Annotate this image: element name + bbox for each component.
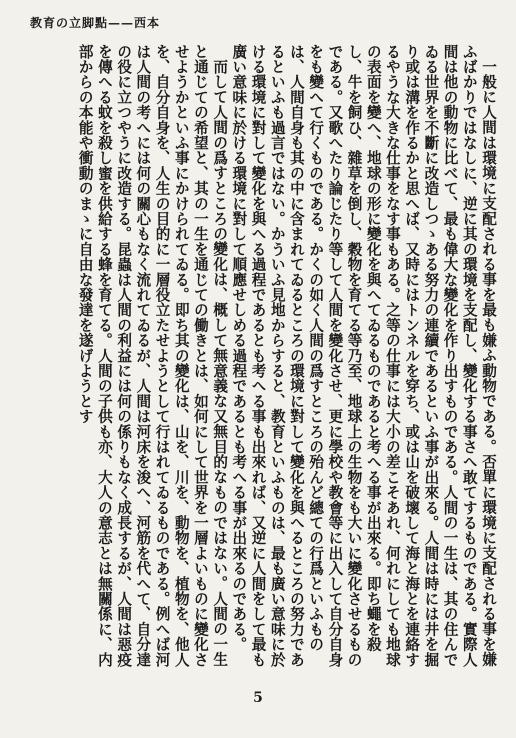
- paragraph: 一般に人間は環境に支配される事を最も嫌ふ動物である。否單に環境に支配される事を嫌ふばかりではなしに、逆に其の環境を支配し、變化する事さへ敢てするものである。實際人間は他の動物に比べて、最も偉大な變化を作り出すものである。人間の一生は、其の住んでゐる世界を不斷に改造しつゝある努力の連續であるといふ事が出來る。人間は時には井を掘り或は溝を作るかと思へば、又時にはトンネルを穿ち、或は山を破壞して海と海とを連絡するやうな大きな仕事をなす事もある。之等の仕事には大小の差こそあれ、何れにしても地球の表面を變へ、地球の形に變化を與へてゐるものであると考へる事が出來る。即ち蠅を殺し、牛を飼ひ、雜草を倒し、穀物を育てる等乃至、地球上の生物をも大いに變化させるものである。又歌へたり論じたり等して人間を變化させ、更に學校や教會等に出入して自分自身をも變へて行くものである。かくの如く人間の爲すところの殆んど總ての行爲といふものは、人間自身も其の中に含まれてゐるところの環境に對して變化を與へるところの努力であるといふも過言ではない。かういふ見地からすると、教育といふものは、最も廣い意味に於ける環境に對して變化を與へる過程であるとも考へる事も出來れば、又逆に人間をして最も廣い意味に於ける環境に對して順應せしめる過程であるとも考へる事が出來るのである。: [230, 44, 497, 668]
- page-number: 5: [253, 690, 263, 706]
- running-head: 教育の立脚點——西本: [30, 16, 161, 30]
- body-text: [26, 44, 498, 676]
- paragraph: 而して人間の爲すところの變化は、概して無意義な又無目的なものではない。人間の一生と通じての希望と、其の一生を通じての働きとは、如何にして世界を一層よいものに變化させようかといふ事にかけられてゐる。即ち其の變化は、山を、川を、動物を、植物を、他人を、自分自身を、人生の目的に一層役立たせようとして行はれてゐるものである。例へば河は人間の考へには何の關心もなく流れてゐるが、人間は河床を浚へ、河筋を代へて、自分達の役に立つやうに改造する。昆蟲は人間の利益には何の係りもなく成長するが、人間は惡疫を傳へる蚊を殺し蜜を供給する蜂を育てる。人間の子供も亦、大人の意志とは無關係に、内部からの本能や衝動のまゝに自由な發達を遂げようとす: [76, 44, 229, 668]
